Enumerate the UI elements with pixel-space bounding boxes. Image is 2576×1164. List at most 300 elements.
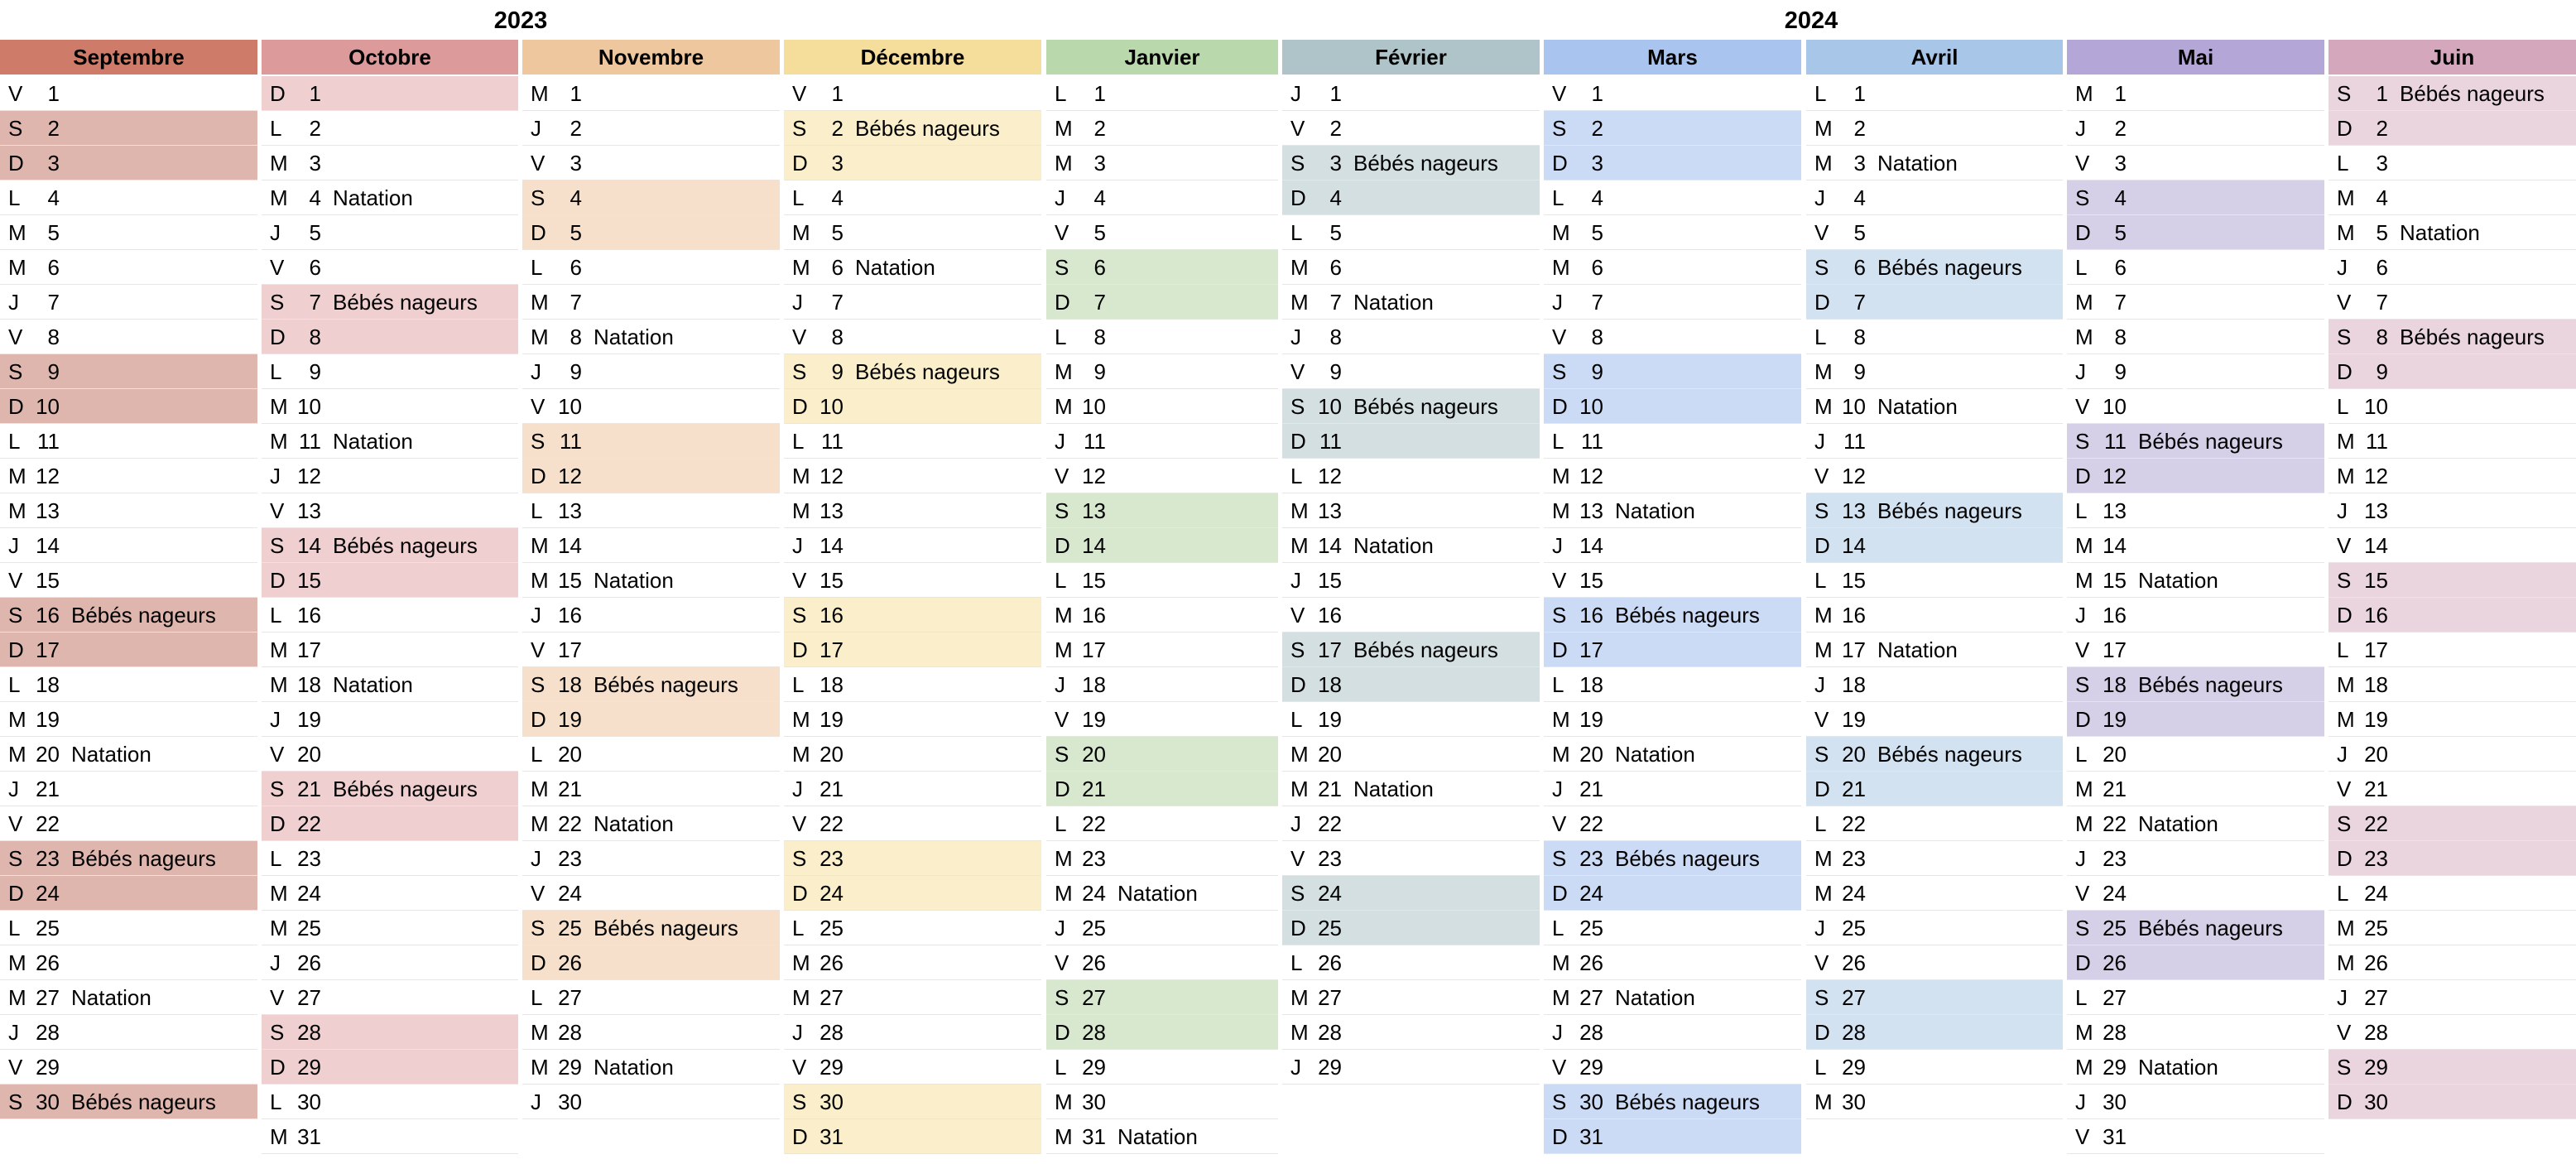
day-row[interactable]: [262, 633, 518, 667]
day-row[interactable]: [2067, 76, 2324, 111]
day-row[interactable]: [1806, 459, 2063, 493]
day-row[interactable]: [262, 528, 518, 563]
day-row[interactable]: [2067, 841, 2324, 876]
day-row[interactable]: [1046, 841, 1278, 876]
day-row[interactable]: [2328, 841, 2576, 876]
day-row[interactable]: [1282, 911, 1540, 945]
day-row[interactable]: [1806, 146, 2063, 180]
day-row[interactable]: [522, 389, 780, 424]
day-row[interactable]: [262, 250, 518, 285]
day-row[interactable]: [1544, 180, 1801, 215]
day-row[interactable]: [784, 667, 1041, 702]
day-row[interactable]: [2328, 111, 2576, 146]
day-row[interactable]: [784, 806, 1041, 841]
day-row[interactable]: [1046, 1050, 1278, 1085]
day-row[interactable]: [522, 876, 780, 911]
day-row[interactable]: [1046, 737, 1278, 772]
day-row[interactable]: [2067, 1085, 2324, 1119]
day-row[interactable]: [522, 772, 780, 806]
day-row[interactable]: [2067, 911, 2324, 945]
day-row[interactable]: [0, 285, 257, 320]
day-row[interactable]: [784, 1015, 1041, 1050]
month-header[interactable]: Janvier: [1046, 40, 1278, 76]
month-header[interactable]: Septembre: [0, 40, 257, 76]
day-row[interactable]: [1806, 354, 2063, 389]
day-row[interactable]: [1282, 493, 1540, 528]
day-row[interactable]: [2067, 1119, 2324, 1154]
day-row[interactable]: [2067, 598, 2324, 633]
day-row[interactable]: [2067, 702, 2324, 737]
day-row[interactable]: [2067, 111, 2324, 146]
day-row[interactable]: [1046, 945, 1278, 980]
day-row[interactable]: [262, 180, 518, 215]
day-row[interactable]: [262, 111, 518, 146]
day-row[interactable]: [262, 215, 518, 250]
day-row[interactable]: [262, 1015, 518, 1050]
day-row[interactable]: [0, 980, 257, 1015]
day-row[interactable]: [1046, 702, 1278, 737]
day-row[interactable]: [522, 528, 780, 563]
day-row[interactable]: [1806, 563, 2063, 598]
day-row[interactable]: [2328, 459, 2576, 493]
day-row[interactable]: [522, 354, 780, 389]
day-row[interactable]: [1806, 528, 2063, 563]
day-row[interactable]: [1806, 1085, 2063, 1119]
day-row[interactable]: [262, 354, 518, 389]
day-row[interactable]: [1282, 633, 1540, 667]
day-row[interactable]: [2328, 320, 2576, 354]
day-row[interactable]: [1282, 702, 1540, 737]
day-row[interactable]: [2328, 563, 2576, 598]
day-row[interactable]: [784, 702, 1041, 737]
day-row[interactable]: [1282, 945, 1540, 980]
day-row[interactable]: [784, 945, 1041, 980]
day-row[interactable]: [1544, 876, 1801, 911]
month-header[interactable]: Mai: [2067, 40, 2324, 76]
day-row[interactable]: [2067, 493, 2324, 528]
day-row[interactable]: [2328, 911, 2576, 945]
day-row[interactable]: [0, 215, 257, 250]
day-row[interactable]: [1282, 598, 1540, 633]
day-row[interactable]: [1282, 1050, 1540, 1085]
day-row[interactable]: [2328, 1085, 2576, 1119]
day-row[interactable]: [522, 633, 780, 667]
day-row[interactable]: [1544, 1119, 1801, 1154]
day-row[interactable]: [262, 737, 518, 772]
day-row[interactable]: [1544, 1085, 1801, 1119]
day-row[interactable]: [1046, 980, 1278, 1015]
day-row[interactable]: [2328, 702, 2576, 737]
day-row[interactable]: [2328, 528, 2576, 563]
day-row[interactable]: [522, 76, 780, 111]
day-row[interactable]: [1544, 806, 1801, 841]
day-row[interactable]: [522, 980, 780, 1015]
month-header[interactable]: Février: [1282, 40, 1540, 76]
day-row[interactable]: [1544, 633, 1801, 667]
day-row[interactable]: [1544, 945, 1801, 980]
day-row[interactable]: [2328, 598, 2576, 633]
day-row[interactable]: [0, 111, 257, 146]
day-row[interactable]: [784, 772, 1041, 806]
day-row[interactable]: [0, 76, 257, 111]
day-row[interactable]: [522, 493, 780, 528]
day-row[interactable]: [2067, 563, 2324, 598]
day-row[interactable]: [2328, 215, 2576, 250]
day-row[interactable]: [1544, 424, 1801, 459]
day-row[interactable]: [1544, 320, 1801, 354]
day-row[interactable]: [2328, 806, 2576, 841]
day-row[interactable]: [1544, 215, 1801, 250]
day-row[interactable]: [262, 667, 518, 702]
day-row[interactable]: [262, 945, 518, 980]
day-row[interactable]: [784, 180, 1041, 215]
day-row[interactable]: [2328, 772, 2576, 806]
day-row[interactable]: [2067, 806, 2324, 841]
day-row[interactable]: [1544, 702, 1801, 737]
day-row[interactable]: [1046, 76, 1278, 111]
day-row[interactable]: [1282, 424, 1540, 459]
day-row[interactable]: [0, 702, 257, 737]
day-row[interactable]: [2328, 1015, 2576, 1050]
day-row[interactable]: [1544, 980, 1801, 1015]
day-row[interactable]: [2328, 354, 2576, 389]
day-row[interactable]: [2067, 424, 2324, 459]
day-row[interactable]: [522, 320, 780, 354]
day-row[interactable]: [1806, 493, 2063, 528]
day-row[interactable]: [0, 633, 257, 667]
day-row[interactable]: [0, 459, 257, 493]
day-row[interactable]: [0, 598, 257, 633]
day-row[interactable]: [1046, 250, 1278, 285]
day-row[interactable]: [2067, 980, 2324, 1015]
day-row[interactable]: [1046, 1085, 1278, 1119]
day-row[interactable]: [1046, 598, 1278, 633]
day-row[interactable]: [0, 250, 257, 285]
day-row[interactable]: [2067, 285, 2324, 320]
day-row[interactable]: [2067, 876, 2324, 911]
day-row[interactable]: [1282, 528, 1540, 563]
day-row[interactable]: [0, 563, 257, 598]
day-row[interactable]: [2328, 633, 2576, 667]
day-row[interactable]: [1282, 841, 1540, 876]
day-row[interactable]: [1282, 389, 1540, 424]
day-row[interactable]: [262, 320, 518, 354]
day-row[interactable]: [2328, 1050, 2576, 1085]
day-row[interactable]: [1806, 876, 2063, 911]
day-row[interactable]: [262, 76, 518, 111]
day-row[interactable]: [1282, 354, 1540, 389]
day-row[interactable]: [522, 945, 780, 980]
day-row[interactable]: [1046, 111, 1278, 146]
day-row[interactable]: [0, 806, 257, 841]
day-row[interactable]: [2067, 146, 2324, 180]
month-header[interactable]: Avril: [1806, 40, 2063, 76]
day-row[interactable]: [784, 111, 1041, 146]
day-row[interactable]: [262, 772, 518, 806]
day-row[interactable]: [522, 737, 780, 772]
day-row[interactable]: [784, 598, 1041, 633]
day-row[interactable]: [1282, 806, 1540, 841]
day-row[interactable]: [2328, 424, 2576, 459]
day-row[interactable]: [2328, 945, 2576, 980]
day-row[interactable]: [2067, 389, 2324, 424]
day-row[interactable]: [2328, 980, 2576, 1015]
day-row[interactable]: [1046, 389, 1278, 424]
day-row[interactable]: [784, 76, 1041, 111]
day-row[interactable]: [1046, 354, 1278, 389]
day-row[interactable]: [1806, 250, 2063, 285]
day-row[interactable]: [0, 1085, 257, 1119]
month-header[interactable]: Juin: [2328, 40, 2576, 76]
day-row[interactable]: [1046, 424, 1278, 459]
day-row[interactable]: [1544, 493, 1801, 528]
day-row[interactable]: [0, 1015, 257, 1050]
day-row[interactable]: [1806, 702, 2063, 737]
day-row[interactable]: [1806, 667, 2063, 702]
day-row[interactable]: [1046, 1119, 1278, 1154]
day-row[interactable]: [2328, 250, 2576, 285]
day-row[interactable]: [1282, 563, 1540, 598]
day-row[interactable]: [1806, 772, 2063, 806]
day-row[interactable]: [262, 806, 518, 841]
day-row[interactable]: [0, 146, 257, 180]
day-row[interactable]: [2067, 180, 2324, 215]
day-row[interactable]: [2328, 146, 2576, 180]
day-row[interactable]: [784, 493, 1041, 528]
day-row[interactable]: [0, 841, 257, 876]
day-row[interactable]: [1046, 876, 1278, 911]
day-row[interactable]: [522, 285, 780, 320]
day-row[interactable]: [522, 146, 780, 180]
day-row[interactable]: [522, 702, 780, 737]
day-row[interactable]: [1282, 737, 1540, 772]
day-row[interactable]: [2328, 493, 2576, 528]
day-row[interactable]: [2328, 667, 2576, 702]
day-row[interactable]: [262, 598, 518, 633]
day-row[interactable]: [262, 1050, 518, 1085]
day-row[interactable]: [784, 215, 1041, 250]
day-row[interactable]: [1282, 1015, 1540, 1050]
day-row[interactable]: [522, 911, 780, 945]
day-row[interactable]: [1282, 667, 1540, 702]
day-row[interactable]: [1046, 633, 1278, 667]
day-row[interactable]: [784, 563, 1041, 598]
day-row[interactable]: [262, 876, 518, 911]
day-row[interactable]: [1806, 633, 2063, 667]
month-header[interactable]: Novembre: [522, 40, 780, 76]
day-row[interactable]: [784, 528, 1041, 563]
day-row[interactable]: [1046, 180, 1278, 215]
day-row[interactable]: [1544, 772, 1801, 806]
day-row[interactable]: [522, 1085, 780, 1119]
day-row[interactable]: [522, 598, 780, 633]
day-row[interactable]: [1544, 111, 1801, 146]
day-row[interactable]: [0, 667, 257, 702]
day-row[interactable]: [522, 841, 780, 876]
day-row[interactable]: [522, 1015, 780, 1050]
day-row[interactable]: [1282, 980, 1540, 1015]
day-row[interactable]: [1046, 493, 1278, 528]
day-row[interactable]: [784, 876, 1041, 911]
day-row[interactable]: [0, 1050, 257, 1085]
day-row[interactable]: [1282, 250, 1540, 285]
day-row[interactable]: [262, 563, 518, 598]
day-row[interactable]: [2067, 354, 2324, 389]
day-row[interactable]: [1046, 320, 1278, 354]
day-row[interactable]: [2067, 1015, 2324, 1050]
day-row[interactable]: [262, 1085, 518, 1119]
day-row[interactable]: [1046, 667, 1278, 702]
day-row[interactable]: [1046, 911, 1278, 945]
day-row[interactable]: [1806, 806, 2063, 841]
day-row[interactable]: [1806, 911, 2063, 945]
day-row[interactable]: [1806, 1050, 2063, 1085]
day-row[interactable]: [2067, 945, 2324, 980]
day-row[interactable]: [1046, 563, 1278, 598]
day-row[interactable]: [1806, 320, 2063, 354]
day-row[interactable]: [2067, 667, 2324, 702]
day-row[interactable]: [1046, 215, 1278, 250]
day-row[interactable]: [1046, 772, 1278, 806]
month-header[interactable]: Octobre: [262, 40, 518, 76]
day-row[interactable]: [784, 389, 1041, 424]
day-row[interactable]: [2067, 1050, 2324, 1085]
day-row[interactable]: [1544, 737, 1801, 772]
day-row[interactable]: [784, 320, 1041, 354]
day-row[interactable]: [0, 320, 257, 354]
day-row[interactable]: [1806, 424, 2063, 459]
month-header[interactable]: Mars: [1544, 40, 1801, 76]
day-row[interactable]: [2328, 180, 2576, 215]
day-row[interactable]: [522, 806, 780, 841]
day-row[interactable]: [1282, 111, 1540, 146]
day-row[interactable]: [1806, 215, 2063, 250]
day-row[interactable]: [1544, 76, 1801, 111]
day-row[interactable]: [1544, 389, 1801, 424]
day-row[interactable]: [1544, 146, 1801, 180]
day-row[interactable]: [0, 876, 257, 911]
day-row[interactable]: [522, 563, 780, 598]
day-row[interactable]: [0, 737, 257, 772]
day-row[interactable]: [1806, 285, 2063, 320]
day-row[interactable]: [1806, 111, 2063, 146]
day-row[interactable]: [2067, 772, 2324, 806]
day-row[interactable]: [784, 285, 1041, 320]
day-row[interactable]: [2067, 528, 2324, 563]
day-row[interactable]: [522, 424, 780, 459]
day-row[interactable]: [262, 911, 518, 945]
day-row[interactable]: [522, 459, 780, 493]
day-row[interactable]: [1544, 1050, 1801, 1085]
day-row[interactable]: [1544, 1015, 1801, 1050]
day-row[interactable]: [1282, 180, 1540, 215]
day-row[interactable]: [1544, 667, 1801, 702]
month-header[interactable]: Décembre: [784, 40, 1041, 76]
day-row[interactable]: [2328, 285, 2576, 320]
day-row[interactable]: [262, 841, 518, 876]
day-row[interactable]: [262, 285, 518, 320]
day-row[interactable]: [1282, 215, 1540, 250]
day-row[interactable]: [1806, 389, 2063, 424]
day-row[interactable]: [1806, 1015, 2063, 1050]
day-row[interactable]: [2328, 737, 2576, 772]
day-row[interactable]: [522, 250, 780, 285]
day-row[interactable]: [1806, 76, 2063, 111]
day-row[interactable]: [2067, 320, 2324, 354]
day-row[interactable]: [784, 737, 1041, 772]
day-row[interactable]: [522, 667, 780, 702]
day-row[interactable]: [0, 528, 257, 563]
day-row[interactable]: [784, 911, 1041, 945]
day-row[interactable]: [784, 424, 1041, 459]
day-row[interactable]: [2067, 633, 2324, 667]
day-row[interactable]: [522, 111, 780, 146]
day-row[interactable]: [1806, 598, 2063, 633]
day-row[interactable]: [784, 980, 1041, 1015]
day-row[interactable]: [1544, 563, 1801, 598]
day-row[interactable]: [262, 146, 518, 180]
day-row[interactable]: [1282, 876, 1540, 911]
day-row[interactable]: [0, 389, 257, 424]
day-row[interactable]: [522, 215, 780, 250]
day-row[interactable]: [0, 354, 257, 389]
day-row[interactable]: [1544, 250, 1801, 285]
day-row[interactable]: [1282, 285, 1540, 320]
day-row[interactable]: [784, 146, 1041, 180]
day-row[interactable]: [1806, 180, 2063, 215]
day-row[interactable]: [0, 911, 257, 945]
day-row[interactable]: [522, 180, 780, 215]
day-row[interactable]: [1046, 528, 1278, 563]
day-row[interactable]: [784, 633, 1041, 667]
day-row[interactable]: [0, 493, 257, 528]
day-row[interactable]: [1544, 459, 1801, 493]
day-row[interactable]: [1282, 76, 1540, 111]
day-row[interactable]: [2328, 876, 2576, 911]
day-row[interactable]: [1282, 772, 1540, 806]
day-row[interactable]: [2328, 76, 2576, 111]
day-row[interactable]: [262, 1119, 518, 1154]
day-row[interactable]: [1806, 945, 2063, 980]
day-row[interactable]: [1282, 459, 1540, 493]
day-row[interactable]: [784, 1085, 1041, 1119]
day-row[interactable]: [784, 354, 1041, 389]
day-row[interactable]: [262, 493, 518, 528]
day-row[interactable]: [262, 980, 518, 1015]
day-row[interactable]: [784, 459, 1041, 493]
day-row[interactable]: [1046, 146, 1278, 180]
day-row[interactable]: [0, 424, 257, 459]
day-row[interactable]: [784, 1119, 1041, 1154]
day-row[interactable]: [262, 424, 518, 459]
day-row[interactable]: [1046, 1015, 1278, 1050]
day-row[interactable]: [1544, 354, 1801, 389]
day-row[interactable]: [784, 1050, 1041, 1085]
day-row[interactable]: [262, 702, 518, 737]
day-row[interactable]: [2067, 215, 2324, 250]
day-row[interactable]: [1046, 285, 1278, 320]
day-row[interactable]: [0, 772, 257, 806]
day-row[interactable]: [1806, 841, 2063, 876]
day-row[interactable]: [1544, 598, 1801, 633]
day-row[interactable]: [2067, 737, 2324, 772]
day-row[interactable]: [0, 945, 257, 980]
day-row[interactable]: [1806, 980, 2063, 1015]
day-row[interactable]: [1544, 285, 1801, 320]
day-row[interactable]: [784, 841, 1041, 876]
day-row[interactable]: [1282, 146, 1540, 180]
day-row[interactable]: [1046, 459, 1278, 493]
